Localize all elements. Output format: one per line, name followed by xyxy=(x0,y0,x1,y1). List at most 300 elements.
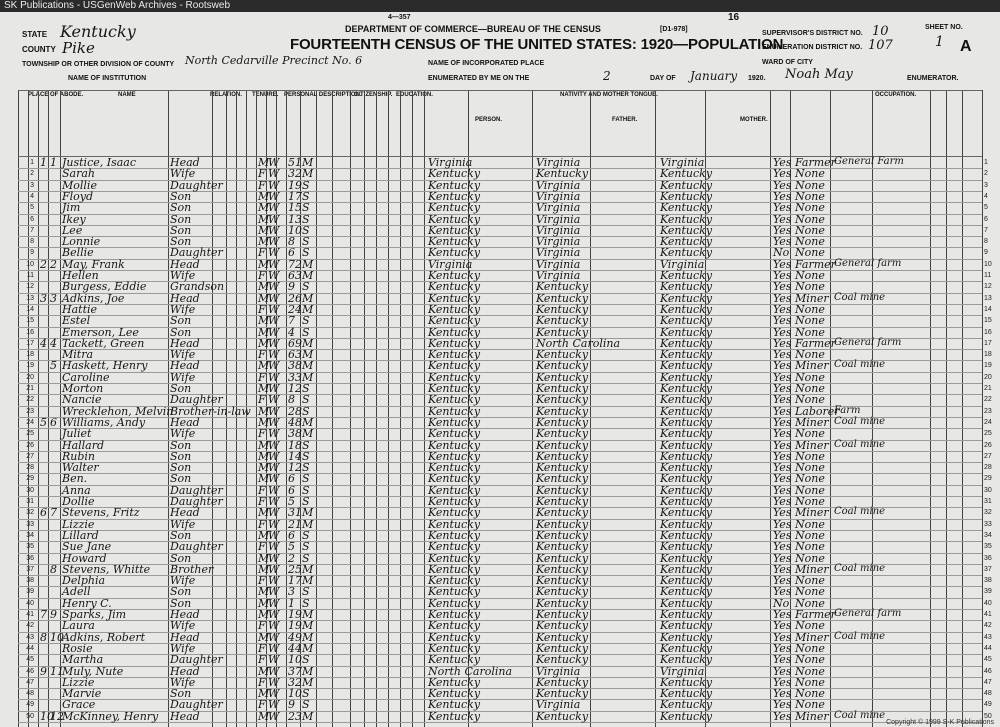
birthplace: Kentucky xyxy=(428,223,481,237)
mother-birthplace: Virginia xyxy=(660,664,705,678)
row-separator xyxy=(18,620,982,621)
person-name: Howard xyxy=(62,551,107,565)
father-birthplace: Kentucky xyxy=(536,517,589,531)
father-birthplace: Kentucky xyxy=(536,596,589,610)
birthplace: Kentucky xyxy=(428,698,481,712)
sex: F xyxy=(258,178,266,192)
industry: General Farm xyxy=(834,156,904,167)
age: 26 xyxy=(288,291,302,305)
family-number: 3 xyxy=(50,291,57,305)
relation: Daughter xyxy=(170,178,223,192)
race: W xyxy=(268,212,280,226)
sex: M xyxy=(258,359,270,373)
occupation: None xyxy=(795,393,825,407)
occupation: None xyxy=(795,370,825,384)
row-separator xyxy=(18,643,982,644)
speaks-english: Yes xyxy=(773,528,792,542)
enum-district-label: ENUMERATION DISTRICT NO. xyxy=(762,44,863,51)
age: 49 xyxy=(288,630,302,644)
sex: M xyxy=(258,506,270,520)
relation: Son xyxy=(170,461,192,475)
speaks-english: Yes xyxy=(773,415,792,429)
line-number-right: 24 xyxy=(984,418,992,426)
mother-birthplace: Kentucky xyxy=(660,178,713,192)
line-number: 2 xyxy=(30,170,34,178)
row-separator xyxy=(18,530,982,531)
line-number: 12 xyxy=(26,283,34,291)
dwelling-number: 2 xyxy=(40,257,47,271)
father-birthplace: Kentucky xyxy=(536,404,589,418)
age: 5 xyxy=(288,495,295,508)
sex: M xyxy=(258,461,270,475)
marital-status: M xyxy=(302,156,314,169)
line-number: 50 xyxy=(26,712,34,720)
birthplace: Kentucky xyxy=(428,619,481,633)
speaks-english: Yes xyxy=(773,506,792,520)
relation: Head xyxy=(170,709,200,723)
father-birthplace: Kentucky xyxy=(536,280,589,294)
relation: Son xyxy=(170,449,192,463)
father-birthplace: Kentucky xyxy=(536,291,589,305)
occupation: None xyxy=(795,596,825,610)
relation: Head xyxy=(170,156,200,169)
occupation: Miner xyxy=(795,359,829,373)
marital-status: S xyxy=(302,438,310,452)
line-number: 29 xyxy=(26,475,34,483)
mother-birthplace: Kentucky xyxy=(660,641,713,655)
census-title: FOURTEENTH CENSUS OF THE UNITED STATES: 1920—POPULATION xyxy=(290,36,784,53)
speaks-english: Yes xyxy=(773,483,792,497)
mother-birthplace: Kentucky xyxy=(660,528,713,542)
birthplace: Kentucky xyxy=(428,201,481,215)
marital-status: S xyxy=(302,212,310,226)
race: W xyxy=(268,698,280,712)
row-separator xyxy=(18,247,982,248)
occupation: None xyxy=(795,495,825,508)
father-birthplace: Virginia xyxy=(536,235,581,249)
race: W xyxy=(268,517,280,531)
age: 1 xyxy=(288,596,295,610)
race: W xyxy=(268,291,280,305)
race: W xyxy=(268,246,280,260)
birthplace: Kentucky xyxy=(428,562,481,576)
mother-birthplace: Kentucky xyxy=(660,370,713,384)
line-number: 35 xyxy=(26,543,34,551)
family-number: 7 xyxy=(50,506,57,520)
line-number-right: 36 xyxy=(984,554,992,562)
marital-status: S xyxy=(302,280,310,294)
father-birthplace: Virginia xyxy=(536,698,581,712)
father-birthplace: Kentucky xyxy=(536,709,589,723)
sex: F xyxy=(258,653,266,667)
line-number-right: 30 xyxy=(984,486,992,494)
industry: General farm xyxy=(834,257,902,269)
speaks-english: Yes xyxy=(773,280,792,294)
occupation: None xyxy=(795,472,825,486)
age: 28 xyxy=(288,404,302,418)
birthplace: Kentucky xyxy=(428,415,481,429)
speaks-english: Yes xyxy=(773,585,792,599)
sex: M xyxy=(258,687,270,701)
sex: M xyxy=(258,415,270,429)
row-separator xyxy=(18,202,982,203)
age: 3 xyxy=(288,585,295,599)
relation: Head xyxy=(170,359,200,373)
age: 19 xyxy=(288,178,302,192)
father-birthplace: Kentucky xyxy=(536,495,589,508)
father-birthplace: Virginia xyxy=(536,189,581,203)
marital-status: M xyxy=(302,269,314,282)
speaks-english: Yes xyxy=(773,630,792,644)
row-separator xyxy=(18,315,982,316)
marital-status: S xyxy=(302,393,310,407)
person-name: Sue Jane xyxy=(62,540,112,554)
occupation: Miner xyxy=(795,562,829,576)
marital-status: M xyxy=(302,302,314,316)
row-separator xyxy=(18,541,982,542)
line-number-right: 18 xyxy=(984,351,992,359)
ward-label: WARD OF CITY xyxy=(762,59,813,66)
marital-status: M xyxy=(302,167,314,181)
age: 19 xyxy=(288,608,302,621)
relation: Daughter xyxy=(170,698,223,712)
row-separator xyxy=(18,191,982,192)
family-number: 5 xyxy=(50,359,57,373)
mother-birthplace: Kentucky xyxy=(660,608,713,621)
mother-birthplace: Kentucky xyxy=(660,201,713,215)
race: W xyxy=(268,483,280,497)
marital-status: M xyxy=(302,359,314,373)
father-birthplace: Kentucky xyxy=(536,415,589,429)
birthplace: Kentucky xyxy=(428,269,481,282)
marital-status: S xyxy=(302,687,310,701)
speaks-english: Yes xyxy=(773,472,792,486)
birthplace: Kentucky xyxy=(428,427,481,441)
age: 9 xyxy=(288,698,295,712)
enumerator-name: Noah May xyxy=(785,67,853,82)
marital-status: M xyxy=(302,619,314,633)
year-label: 1920. xyxy=(748,75,766,82)
line-number-right: 1 xyxy=(984,159,988,166)
sex: M xyxy=(258,212,270,226)
marital-status: S xyxy=(302,585,310,599)
occupation: None xyxy=(795,675,825,689)
speaks-english: Yes xyxy=(773,653,792,667)
age: 6 xyxy=(288,528,295,542)
father-birthplace: Virginia xyxy=(536,156,581,169)
speaks-english: Yes xyxy=(773,382,792,395)
mother-birthplace: Kentucky xyxy=(660,223,713,237)
industry: Coal mine xyxy=(834,438,886,450)
mother-birthplace: Kentucky xyxy=(660,517,713,531)
sex: M xyxy=(258,382,270,395)
occupation: None xyxy=(795,641,825,655)
relation: Daughter xyxy=(170,393,223,407)
speaks-english: Yes xyxy=(773,178,792,192)
race: W xyxy=(268,461,280,475)
marital-status: M xyxy=(302,427,314,441)
race: W xyxy=(268,687,280,701)
mother-birthplace: Kentucky xyxy=(660,619,713,633)
marital-status: M xyxy=(302,291,314,305)
age: 37 xyxy=(288,664,302,678)
sex: F xyxy=(258,246,266,260)
line-number: 7 xyxy=(30,226,34,234)
birthplace: Kentucky xyxy=(428,325,481,339)
person-name: Mollie xyxy=(62,178,97,192)
mother-birthplace: Kentucky xyxy=(660,574,713,588)
person-name: Henry C. xyxy=(62,596,112,610)
speaks-english: Yes xyxy=(773,551,792,565)
sheet-no-label: SHEET NO. xyxy=(925,24,963,31)
father-birthplace: Kentucky xyxy=(536,461,589,475)
race: W xyxy=(268,574,280,588)
line-number-right: 23 xyxy=(984,407,992,415)
race: W xyxy=(268,235,280,249)
relation: Wife xyxy=(170,675,196,689)
mother-birthplace: Kentucky xyxy=(660,472,713,486)
family-number: 8 xyxy=(50,562,57,576)
family-number: 9 xyxy=(50,608,57,621)
speaks-english: Yes xyxy=(773,167,792,181)
person-name: Hattie xyxy=(62,302,98,316)
occupation: None xyxy=(795,585,825,599)
marital-status: M xyxy=(302,608,314,621)
father-birthplace: Kentucky xyxy=(536,472,589,486)
person-name: Lee xyxy=(62,223,83,237)
line-number-right: 35 xyxy=(984,543,992,551)
sheet-number: 16 xyxy=(728,12,740,23)
person-name: Estel xyxy=(62,314,91,328)
occupation: None xyxy=(795,461,825,475)
age: 44 xyxy=(288,641,302,655)
marital-status: S xyxy=(302,189,310,203)
birthplace: Kentucky xyxy=(428,336,481,350)
person-name: Stevens, Fritz xyxy=(62,506,140,520)
marital-status: S xyxy=(302,698,310,712)
age: 14 xyxy=(288,449,302,463)
person-name: Justice, Isaac xyxy=(62,156,137,169)
sex: M xyxy=(258,596,270,610)
birthplace: Kentucky xyxy=(428,189,481,203)
father-birthplace: Kentucky xyxy=(536,540,589,554)
birthplace: Kentucky xyxy=(428,449,481,463)
census-sheet[interactable] xyxy=(0,12,1000,727)
speaks-english: Yes xyxy=(773,156,792,169)
sex: F xyxy=(258,517,266,531)
relation: Son xyxy=(170,596,192,610)
person-name: Juliet xyxy=(62,427,92,441)
mother-birthplace: Kentucky xyxy=(660,709,713,723)
occupation: None xyxy=(795,517,825,531)
marital-status: M xyxy=(302,562,314,576)
row-separator xyxy=(18,428,982,429)
race: W xyxy=(268,449,280,463)
line-number-right: 15 xyxy=(984,317,992,325)
birthplace: Kentucky xyxy=(428,472,481,486)
line-number-right: 40 xyxy=(984,599,992,607)
line-number-right: 8 xyxy=(984,238,988,246)
marital-status: S xyxy=(302,653,310,667)
marital-status: M xyxy=(302,675,314,689)
mother-birthplace: Kentucky xyxy=(660,302,713,316)
occupation: None xyxy=(795,189,825,203)
birthplace: Kentucky xyxy=(428,506,481,520)
line-number: 5 xyxy=(30,204,34,212)
relation: Wife xyxy=(170,269,196,282)
sex: M xyxy=(258,562,270,576)
relation: Daughter xyxy=(170,540,223,554)
line-number-right: 41 xyxy=(984,611,992,618)
mother-birthplace: Kentucky xyxy=(660,675,713,689)
line-number-right: 2 xyxy=(984,170,988,178)
father-birthplace: Kentucky xyxy=(536,483,589,497)
line-number-right: 44 xyxy=(984,644,992,652)
line-number: 33 xyxy=(26,520,34,528)
mother-birthplace: Kentucky xyxy=(660,415,713,429)
row-separator xyxy=(18,586,982,587)
mother-birthplace: Kentucky xyxy=(660,359,713,373)
relation: Son xyxy=(170,212,192,226)
relation: Son xyxy=(170,314,192,328)
line-number-right: 43 xyxy=(984,633,992,641)
father-birthplace: Kentucky xyxy=(536,641,589,655)
person-name: Williams, Andy xyxy=(62,415,146,429)
row-separator xyxy=(18,372,982,373)
mother-birthplace: Kentucky xyxy=(660,630,713,644)
occupation: Miner xyxy=(795,709,829,723)
line-number: 31 xyxy=(26,498,34,505)
occupation: Miner xyxy=(795,415,829,429)
race: W xyxy=(268,415,280,429)
mother-birthplace: Kentucky xyxy=(660,314,713,328)
line-number: 11 xyxy=(26,272,34,279)
father-birthplace: Kentucky xyxy=(536,382,589,395)
speaks-english: Yes xyxy=(773,348,792,362)
line-number: 18 xyxy=(26,351,34,359)
father-birthplace: Kentucky xyxy=(536,438,589,452)
person-name: Delphia xyxy=(62,574,106,588)
sex: M xyxy=(258,235,270,249)
marital-status: S xyxy=(302,540,310,554)
occupation: None xyxy=(795,687,825,701)
birthplace: Kentucky xyxy=(428,608,481,621)
occupation: None xyxy=(795,449,825,463)
race: W xyxy=(268,540,280,554)
line-number: 16 xyxy=(26,328,34,336)
row-separator xyxy=(18,575,982,576)
speaks-english: Yes xyxy=(773,336,792,350)
age: 10 xyxy=(288,687,302,701)
speaks-english: Yes xyxy=(773,438,792,452)
line-number: 25 xyxy=(26,430,34,438)
person-name: Hellen xyxy=(62,269,99,282)
row-separator xyxy=(18,688,982,689)
line-number-right: 12 xyxy=(984,283,992,291)
birthplace: Kentucky xyxy=(428,540,481,554)
mother-birthplace: Kentucky xyxy=(660,427,713,441)
occupation: None xyxy=(795,201,825,215)
birthplace: Kentucky xyxy=(428,314,481,328)
birthplace: Kentucky xyxy=(428,246,481,260)
person-name: McKinney, Henry xyxy=(62,709,159,723)
marital-status: S xyxy=(302,325,310,339)
marital-status: S xyxy=(302,483,310,497)
person-name: Laura xyxy=(62,619,95,633)
line-number-right: 37 xyxy=(984,565,992,573)
sex: M xyxy=(258,201,270,215)
relation: Wife xyxy=(170,517,196,531)
age: 38 xyxy=(288,359,302,373)
row-separator xyxy=(18,225,982,226)
race: W xyxy=(268,506,280,520)
row-separator xyxy=(18,462,982,463)
birthplace: Kentucky xyxy=(428,528,481,542)
person-name: Emerson, Lee xyxy=(62,325,139,339)
person-name: Sparks, Jim xyxy=(62,608,127,621)
sex: F xyxy=(258,698,266,712)
occupation: None xyxy=(795,483,825,497)
birthplace: Kentucky xyxy=(428,461,481,475)
age: 9 xyxy=(288,280,295,294)
line-number: 49 xyxy=(26,701,34,709)
age: 17 xyxy=(288,574,302,588)
race: W xyxy=(268,495,280,508)
row-separator xyxy=(18,699,982,700)
group-place-of-abode: PLACE OF ABODE. xyxy=(28,92,84,98)
line-number: 26 xyxy=(26,441,34,449)
speaks-english: Yes xyxy=(773,212,792,226)
person-name: Adell xyxy=(62,585,91,599)
relation: Wife xyxy=(170,348,196,362)
person-name: Floyd xyxy=(62,189,94,203)
sex: M xyxy=(258,314,270,328)
relation: Wife xyxy=(170,641,196,655)
window-titlebar xyxy=(0,0,1000,12)
birthplace: Kentucky xyxy=(428,585,481,599)
department-heading: DEPARTMENT OF COMMERCE—BUREAU OF THE CENSUS xyxy=(345,24,601,34)
person-name: Grace xyxy=(62,698,96,712)
occupation: None xyxy=(795,427,825,441)
relation: Head xyxy=(170,291,200,305)
line-number-right: 34 xyxy=(984,531,992,539)
sex: F xyxy=(258,167,266,181)
father-birthplace: Virginia xyxy=(536,212,581,226)
person-name: Sarah xyxy=(62,167,95,181)
occupation: Farmer xyxy=(795,336,836,350)
line-number: 42 xyxy=(26,622,34,630)
birthplace: Kentucky xyxy=(428,382,481,395)
age: 72 xyxy=(288,257,302,271)
mother-birthplace: Kentucky xyxy=(660,280,713,294)
speaks-english: Yes xyxy=(773,302,792,316)
sex: M xyxy=(258,551,270,565)
mother-birthplace: Kentucky xyxy=(660,325,713,339)
father-birthplace: Kentucky xyxy=(536,314,589,328)
nativity-father: FATHER. xyxy=(612,117,638,123)
birthplace: Kentucky xyxy=(428,235,481,249)
incorporated-label: NAME OF INCORPORATED PLACE xyxy=(428,60,545,67)
occupation: Farmer xyxy=(795,257,836,271)
line-number-right: 22 xyxy=(984,396,992,404)
birthplace: Kentucky xyxy=(428,483,481,497)
line-number-right: 4 xyxy=(984,192,988,200)
age: 2 xyxy=(288,551,295,565)
birthplace: Kentucky xyxy=(428,291,481,305)
township-label: TOWNSHIP OR OTHER DIVISION OF COUNTY xyxy=(22,61,175,68)
marital-status: S xyxy=(302,551,310,565)
group-education: EDUCATION. xyxy=(396,92,433,98)
